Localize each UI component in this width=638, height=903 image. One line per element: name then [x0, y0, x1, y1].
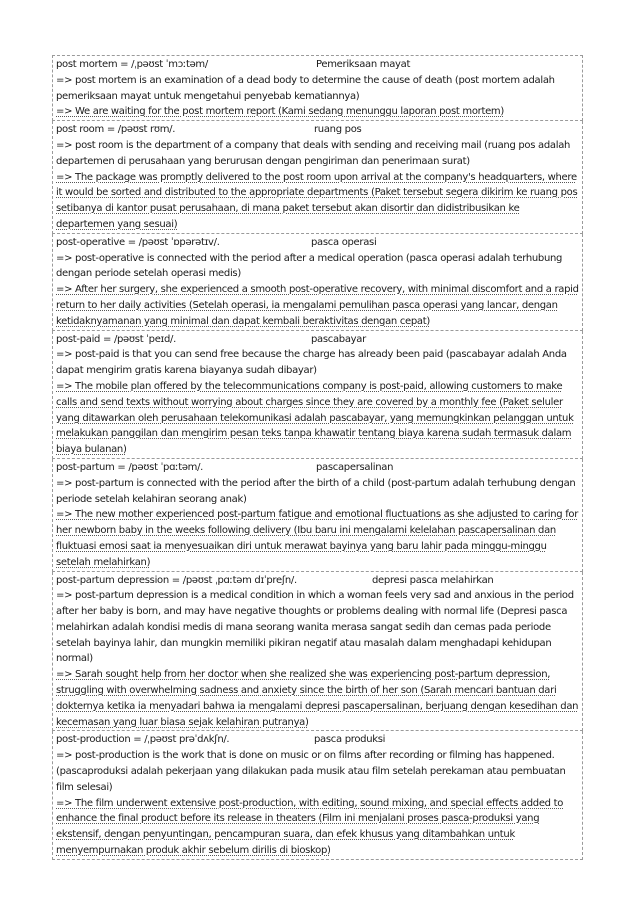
entry-word-pronunciation: post-partum depression = /pəʊst ˌpɑːtəm dɪˈpreʃn/. [56, 574, 297, 586]
entry-definition: => post-partum is connected with the period after the birth of a child (post-partum adalah terhubung dengan periode setelah kelahiran seorang anak) [56, 477, 576, 505]
vocab-entry-post-mortem [52, 55, 583, 121]
vocab-entry-post-paid [52, 331, 583, 459]
entry-word-pronunciation: post mortem = /ˌpəʊst ˈmɔːtəm/ [56, 59, 208, 70]
entry-definition: => post-paid is that you can send free because the charge has already been paid (pascabayar adalah Anda dapat mengirim gratis karena biayanya sudah dibayar) [56, 349, 567, 377]
vocab-entry-post-operative [52, 234, 583, 331]
entry-header [56, 122, 579, 138]
vocab-entry-post-production [52, 731, 583, 859]
vocabulary-document [52, 55, 583, 860]
entry-header [56, 460, 579, 476]
vocab-entry-post-partum-depression [52, 572, 583, 732]
entry-definition: => post room is the department of a company that deals with sending and receiving mail (ruang pos adalah departemen di perusahaan yang berurusan dengan pengiriman dan penerimaan surat) [56, 139, 571, 167]
entry-example: => The film underwent extensive post-production, with editing, sound mixing, and special effects added to enhance the final product before its release in theaters (Film ini menjalani proses pasca-produksi yang ekstensif, dengan penyuntingan, pencampuran suara, dan efek khusus yang ditambahkan untuk menyempurnakan produk akhir sebelum dirilis di bioskop) [56, 797, 564, 857]
entry-word-pronunciation: post-production = /ˌpəʊst prəˈdʌkʃn/. [56, 734, 230, 746]
entry-word-pronunciation: post-paid = /pəʊst ˈpeɪd/. [56, 333, 176, 345]
entry-translation: depresi pasca melahirkan [372, 574, 494, 586]
entry-translation: pascabayar [311, 333, 366, 345]
vocab-entry-post-partum [52, 459, 583, 572]
entry-example: => Sarah sought help from her doctor when she realized she was experiencing post-partum depression, struggling with overwhelming sadness and anxiety since the birth of her son (Sarah mencari bantuan dari dokternya ketika ia menyadari bahwa ia mengalami depresi pascapersalinan, berjuang dengan kesedihan dan kecemasan yang luar biasa sejak kelahiran putranya) [56, 669, 579, 728]
entry-translation: pasca operasi [311, 236, 377, 248]
entry-definition: => post-partum depression is a medical condition in which a woman feels very sad and anxious in the period after her baby is born, and may have negative thoughts or problems dealing with normal life (Depresi pasca melahirkan adalah kondisi medis di mana seorang wanita merasa sangat sedih dan cemas pada periode setelah bayinya lahir, dan mungkin memiliki pikiran negatif atau masalah dalam menghadapi kehidupan normal) [56, 590, 574, 665]
entry-translation: ruang pos [314, 124, 362, 136]
entry-example: => The mobile plan offered by the telecommunications company is post-paid, allowing customers to make calls and send texts without worrying about charges since they are covered by a monthly fee (Paket seluler yang ditawarkan oleh perusahaan telekomunikasi adalah pascabayar, yang memungkinkan pelanggan untuk melakukan panggilan dan mengirim pesan teks tanpa khawatir tentang biaya karena sudah termasuk dalam biaya bulanan) [56, 380, 574, 456]
entry-definition: => post-production is the work that is done on music or on films after recording or filming has happened. (pascaproduksi adalah pekerjaan yang dilakukan pada musik atau film setelah perekaman atau pembuatan film selesai) [56, 750, 566, 793]
entry-translation: pascapersalinan [316, 461, 394, 473]
entry-translation: Pemeriksaan mayat [316, 59, 411, 70]
entry-header [56, 332, 579, 348]
vocab-entry-post-room [52, 121, 583, 234]
entry-definition: => post mortem is an examination of a dead body to determine the cause of death (post mortem adalah pemeriksaan mayat untuk mengetahui penyebab kematiannya) [56, 74, 555, 102]
entry-header [56, 235, 579, 251]
entry-header [56, 573, 579, 589]
entry-header [56, 732, 579, 748]
entry-example: => We are waiting for the post mortem report (Kami sedang menunggu laporan post mortem) [56, 106, 504, 118]
entry-word-pronunciation: post-partum = /pəʊst ˈpɑːtəm/. [56, 461, 204, 473]
entry-translation: pasca produksi [314, 734, 386, 746]
entry-example: => After her surgery, she experienced a smooth post-operative recovery, with minimal discomfort and a rapid return to her daily activities (Setelah operasi, ia mengalami pemulihan pasca operasi yang lancar, dengan ketidaknyamanan yang minimal dan dapat kembali beraktivitas dengan cepat) [56, 284, 579, 327]
entry-example: => The package was promptly delivered to the post room upon arrival at the company's headquarters, where it would be sorted and distributed to the appropriate departments (Paket tersebut segera dikirim ke ruang pos setibanya di kantor pusat perusahaan, di mana paket tersebut akan disortir dan didistribusikan ke departemen yang sesuai) [56, 171, 578, 230]
entry-example: => The new mother experienced post-partum fatigue and emotional fluctuations as she adjusted to caring for her newborn baby in the weeks following delivery (Ibu baru ini mengalami kelelahan pascapersalinan dan fluktuasi emosi saat ia menyesuaikan diri untuk merawat bayinya yang baru lahir pada minggu-minggu setelah melahirkan) [56, 509, 579, 568]
entry-word-pronunciation: post room = /pəʊst rʊm/. [56, 124, 176, 136]
entry-word-pronunciation: post-operative = /pəʊst ˈɒpərətɪv/. [56, 236, 220, 248]
entry-header [56, 57, 579, 73]
entry-definition: => post-operative is connected with the period after a medical operation (pasca operasi adalah terhubung dengan periode setelah operasi medis) [56, 252, 563, 280]
